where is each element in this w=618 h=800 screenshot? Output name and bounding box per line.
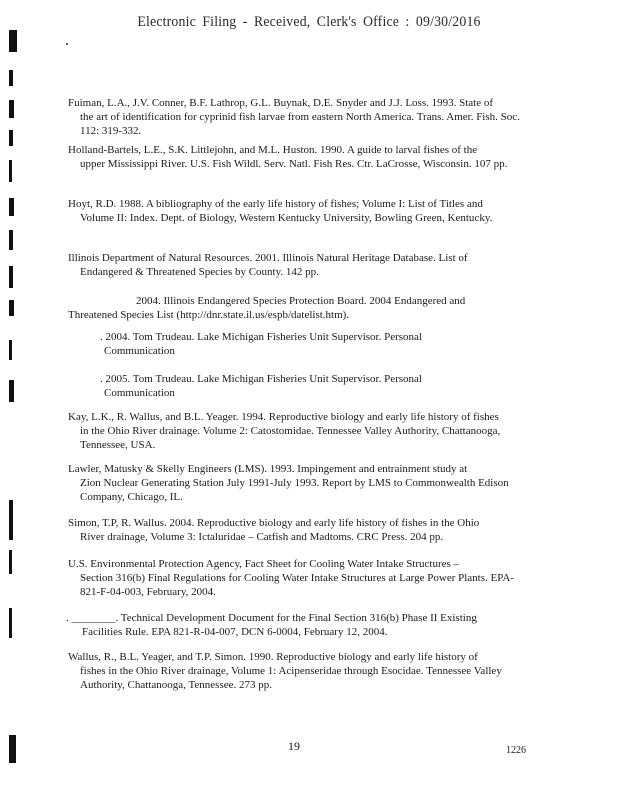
- reference-lms: [68, 462, 528, 504]
- reference-usepa-tdd: [66, 611, 526, 639]
- reference-continuation: upper Mississippi River. U.S. Fish Wildl. Serv. Natl. Fish Res. Ctr. LaCrosse, Wisconsin. 107 pp.: [80, 158, 508, 170]
- reference-hoyt: [68, 197, 528, 225]
- reference-continuation: Threatened Species List (http://dnr.state.il.us/espb/datelist.htm).: [68, 309, 350, 321]
- reference-kay: [68, 410, 528, 452]
- reference-line: Kay, L.K., R. Wallus, and B.L. Yeager. 1994. Reproductive biology and early life history of fishes: [68, 411, 499, 423]
- reference-trudeau-2005: [100, 372, 520, 400]
- reference-idnr-2004: [68, 294, 528, 322]
- reference-continuation: the art of identification for cyprinid fish larvae from eastern North America. Trans. Amer. Fish. Soc. 112: 319-332.: [80, 111, 520, 137]
- reference-line: Wallus, R., B.L. Yeager, and T.P. Simon. 1990. Reproductive biology and early life history of: [68, 651, 478, 663]
- reference-line: 2004. Illinois Endangered Species Protection Board. 2004 Endangered and: [136, 295, 466, 307]
- reference-usepa-factsheet: [68, 557, 528, 599]
- reference-continuation: Volume II: Index. Dept. of Biology, Western Kentucky University, Bowling Green, Kentucky.: [80, 212, 493, 224]
- reference-simon: [68, 516, 528, 544]
- reference-idnr-2001: [68, 251, 528, 279]
- scan-margin-marks: [9, 30, 19, 770]
- reference-line: Simon, T.P, R. Wallus. 2004. Reproductive biology and early life history of fishes in the Ohio: [68, 517, 480, 529]
- reference-continuation: in the Ohio River drainage. Volume 2: Catostomidae. Tennessee Valley Authority, Chattanooga, Tennessee, USA.: [80, 425, 501, 451]
- reference-continuation: Communication: [104, 387, 175, 399]
- reference-line: Illinois Department of Natural Resources. 2001. Illinois Natural Heritage Database. List of: [68, 252, 468, 264]
- page-number: 19: [288, 739, 300, 753]
- reference-continuation: River drainage, Volume 3: Ictaluridae – Catfish and Madtoms. CRC Press. 204 pp.: [80, 531, 444, 543]
- reference-continuation: Zion Nuclear Generating Station July 1991-July 1993. Report by LMS to Commonwealth Edison Company, Chicago, IL.: [80, 477, 509, 503]
- scan-speck: [66, 43, 68, 45]
- bates-number: 1226: [506, 745, 526, 756]
- reference-line: Holland-Bartels, L.E., S.K. Littlejohn, and M.L. Huston. 1990. A guide to larval fishes of the: [68, 144, 478, 156]
- reference-line: . ________. Technical Development Document for the Final Section 316(b) Phase II Existing: [66, 612, 477, 624]
- reference-continuation: Endangered & Threatened Species by County. 142 pp.: [80, 266, 319, 278]
- reference-line: . 2004. Tom Trudeau. Lake Michigan Fisheries Unit Supervisor. Personal: [100, 331, 422, 343]
- reference-continuation: Communication: [104, 345, 175, 357]
- reference-line: Fuiman, L.A., J.V. Conner, B.F. Lathrop, G.L. Buynak, D.E. Snyder and J.J. Loss. 1993. State of: [68, 97, 494, 109]
- reference-holland-bartels: [68, 143, 528, 171]
- reference-continuation: Facilities Rule. EPA 821-R-04-007, DCN 6-0004, February 12, 2004.: [82, 626, 388, 638]
- reference-continuation: Section 316(b) Final Regulations for Cooling Water Intake Structures at Large Power Plants. EPA-821-F-04-003, February, 2004.: [80, 572, 514, 598]
- reference-continuation: fishes in the Ohio River drainage, Volume 1: Acipenseridae through Esocidae. Tennessee Valley Authority, Chattanooga, Tennessee. 273 pp.: [80, 665, 502, 691]
- reference-line: U.S. Environmental Protection Agency, Fact Sheet for Cooling Water Intake Structures –: [68, 558, 460, 570]
- reference-line: . 2005. Tom Trudeau. Lake Michigan Fisheries Unit Supervisor. Personal: [100, 373, 422, 385]
- reference-line: Hoyt, R.D. 1988. A bibliography of the early life history of fishes; Volume I: List of Titles and: [68, 198, 483, 210]
- reference-trudeau-2004: [100, 330, 520, 358]
- reference-line: Lawler, Matusky & Skelly Engineers (LMS). 1993. Impingement and entrainment study at: [68, 463, 468, 475]
- filing-header: Electronic Filing - Received, Clerk's Office : 09/30/2016: [137, 14, 481, 30]
- reference-fuiman: [68, 96, 528, 138]
- reference-wallus: [68, 650, 528, 692]
